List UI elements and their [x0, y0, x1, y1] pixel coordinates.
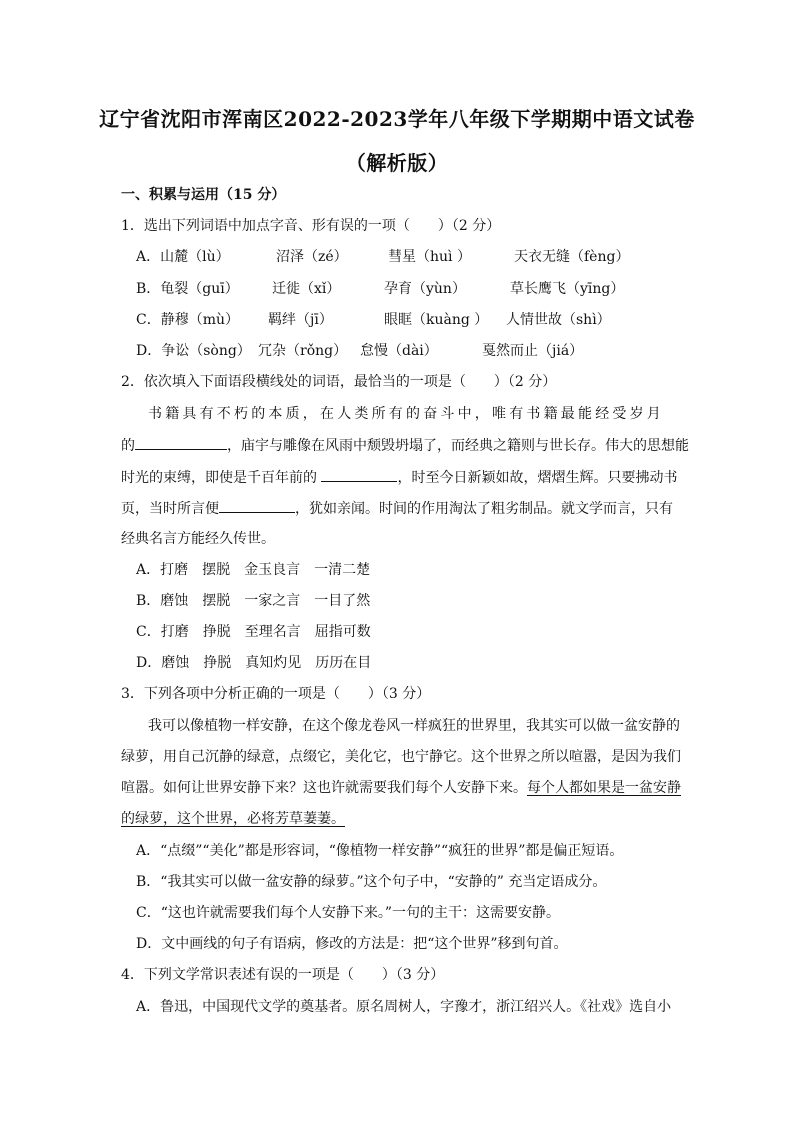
passage-text: 时光的束缚，即使是千百年前的: [121, 470, 322, 486]
option-cell: 孕育（yùn）: [384, 281, 466, 297]
question-3-option-d: D．文中画线的句子有语病，修改的方法是：把“这个世界”移到句首。: [136, 936, 568, 952]
underlined-sentence: 每个人都如果是一盆安静: [527, 780, 681, 796]
question-2-option-a: A．打磨 摆脱 金玉良言 一清二楚: [136, 562, 371, 578]
fill-blank: [219, 498, 295, 513]
option-cell: 戛然而止（jiá）: [482, 343, 584, 359]
option-cell: 沼泽（zé）: [276, 249, 348, 265]
option-cell: 人情世故（shì）: [506, 312, 611, 328]
question-2-option-c: C．打磨 挣脱 至理名言 屈指可数: [136, 624, 371, 640]
option-cell: 天衣无缝（fèng）: [514, 249, 630, 265]
option-cell: 眼眶（kuàng ）: [384, 312, 489, 328]
option-cell: 怠慢（dài）: [360, 343, 438, 359]
passage-line: 绿萝，用自己沉静的绿意，点缀它，美化它，也宁静它。这个世界之所以喧嚣，是因为我们: [121, 749, 681, 765]
passage-line: 我可以像植物一样安静，在这个像龙卷风一样疯狂的世界里，我其实可以做一盆安静的: [148, 718, 680, 734]
question-3-option-c: C．“这也许就需要我们每个人安静下来。”一句的主干：这需要安静。: [136, 905, 561, 921]
passage-text: ，时至今日新颖如故，熠熠生辉。只要拂动书: [397, 470, 678, 486]
passage-text: 的: [121, 438, 135, 454]
question-2-option-d: D．磨蚀 挣脱 真知灼见 历历在目: [136, 655, 372, 671]
passage-text: 页，当时所言便: [121, 501, 219, 517]
question-4-option-a: A．鲁迅，中国现代文学的奠基者。原名周树人，字豫才，浙江绍兴人。《社戏》选自小: [136, 999, 672, 1015]
passage-line: [121, 498, 673, 519]
passage-line: [121, 467, 677, 488]
underlined-sentence: 的绿萝，这个世界，必将芳草萋萋。: [121, 811, 345, 827]
option-cell: C．静穆（mù）: [136, 312, 240, 328]
fill-blank: [321, 467, 397, 482]
option-cell: D．争讼（sòng）: [136, 343, 251, 359]
passage-text: 喧嚣。如何让世界安静下来？这也许就需要我们每个人安静下来。: [121, 780, 527, 796]
question-3-option-b: B．“我其实可以做一盆安静的绿萝。”这个句子中，“安静的” 充当定语成分。: [136, 874, 607, 890]
passage-line: [121, 778, 681, 798]
option-cell: A．山麓（lù）: [136, 249, 230, 265]
question-4-stem: 4．下列文学常识表述有误的一项是（ ）（3 分）: [121, 967, 445, 983]
passage-text: ，犹如亲闻。时间的作用淘汰了粗劣制品。就文学而言，只有: [295, 501, 673, 517]
option-cell: 彗星（huì ）: [388, 249, 471, 265]
section-heading: 一、积累与运用（15 分）: [121, 187, 286, 203]
passage-line: 经典名言方能经久传世。: [121, 531, 275, 547]
question-2-option-b: B．磨蚀 摆脱 一家之言 一目了然: [136, 593, 371, 609]
page-title: 辽宁省沈阳市浑南区2022-2023学年八年级下学期期中语文试卷: [99, 107, 695, 131]
option-cell: 羁绊（jī）: [268, 312, 333, 328]
passage-line: 书籍具有不朽的本质，在人类所有的奋斗中，唯有书籍最能经受岁月: [148, 406, 664, 422]
option-cell: 草长鹰飞（yīng）: [510, 281, 625, 297]
page-subtitle: （解析版）: [345, 151, 449, 175]
question-2-stem: 2．依次填入下面语段横线处的词语，最恰当的一项是（ ）（2 分）: [121, 374, 557, 390]
question-3-option-a: A．“点缀”“美化”都是形容词，“像植物一样安静”“疯狂的世界”都是偏正短语。: [136, 843, 624, 859]
question-1-stem: 1．选出下列词语中加点字音、形有误的一项（ ）（2 分）: [121, 218, 501, 234]
fill-blank: [135, 435, 227, 450]
option-cell: 迁徙（xǐ）: [272, 281, 341, 297]
passage-text: ，庙宇与雕像在风雨中颓毁坍塌了，而经典之籍则与世长存。伟大的思想能: [227, 438, 689, 454]
option-cell: B．龟裂（guī）: [136, 281, 239, 297]
question-3-stem: 3．下列各项中分析正确的一项是（ ）（3 分）: [121, 686, 431, 702]
passage-line: [121, 435, 689, 456]
option-cell: 冗杂（rǒng）: [258, 343, 348, 359]
